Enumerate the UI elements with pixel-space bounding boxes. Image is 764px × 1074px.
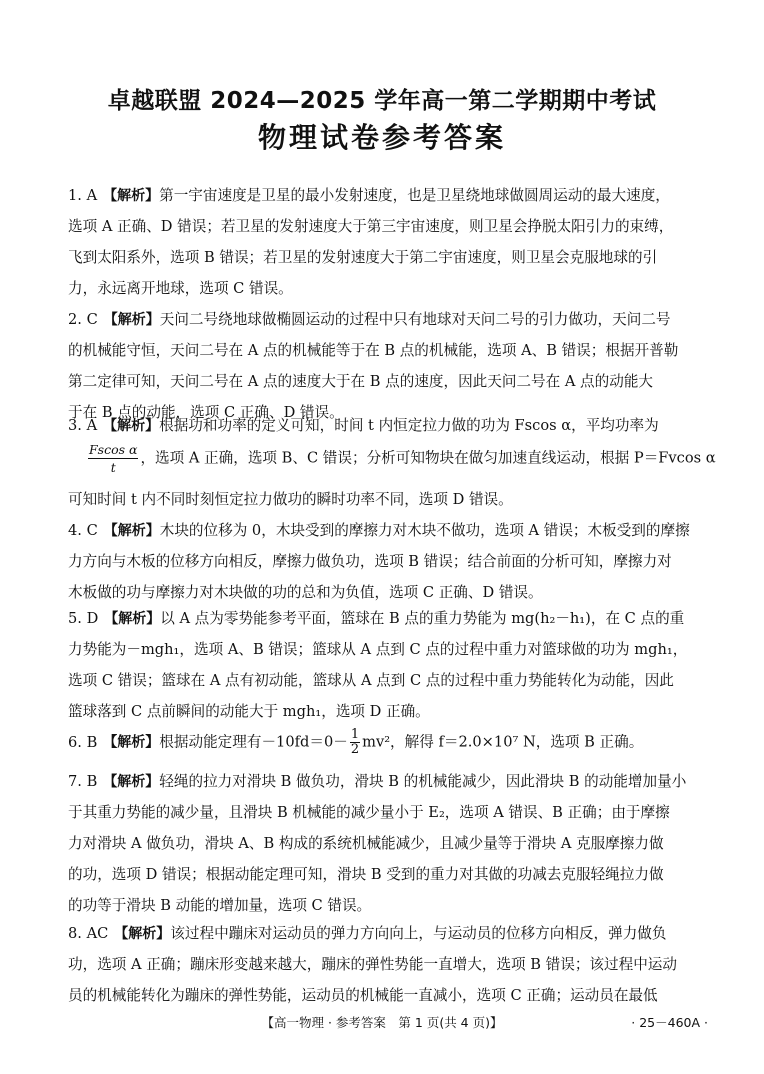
answer-choice: 2. C <box>68 311 98 328</box>
answer-item-4 <box>68 515 704 608</box>
explanation-line: 的机械能守恒，天问二号在 A 点的机械能等于在 B 点的机械能，选项 A、B 错误；根据开普勒 <box>68 342 679 359</box>
explanation-line: 木块的位移为 0，木块受到的摩擦力对木块不做功，选项 A 错误；木板受到的摩擦 <box>159 522 690 539</box>
answer-choice: 1. A <box>68 187 98 204</box>
fraction: $\frac{\text{Fscos α}}{t}$ <box>89 442 138 475</box>
explanation-line-with-fraction: $\frac{\text{Fscos α}}{t}$ ，选项 A 正确，选项 B、C 错误；分析可知物块在做匀加速直线运动，根据 P＝Fvcos α <box>89 442 716 475</box>
explanation-line: 力对滑块 A 做负功，滑块 A、B 构成的系统机械能减少，且减少量等于滑块 A 克服摩擦力做 <box>68 835 664 852</box>
answer-choice: 3. A <box>68 417 98 434</box>
explanation-line: 于其重力势能的减少量，且滑块 B 机械能的减少量小于 E₂，选项 A 错误、B 正确；由于摩擦 <box>68 804 670 821</box>
explanation-line: 天问二号绕地球做椭圆运动的过程中只有地球对天问二号的引力做功，天问二号 <box>159 311 671 328</box>
analysis-tag: 【解析】 <box>103 418 160 434</box>
answer-choice: 7. B <box>68 773 98 790</box>
answer-choice: 5. D <box>68 610 99 627</box>
answer-item-7 <box>68 766 704 921</box>
fraction: $\frac{1}{2}$ <box>350 727 360 757</box>
analysis-tag: 【解析】 <box>104 611 161 627</box>
analysis-tag: 【解析】 <box>103 774 160 790</box>
explanation-line: 该过程中蹦床对运动员的弹力方向向上，与运动员的位移方向相反，弹力做负 <box>170 925 667 942</box>
explanation-line: 功，选项 A 正确；蹦床形变越来越大，蹦床的弹性势能一直增大，选项 B 错误；该过程中运动 <box>68 956 677 973</box>
answer-key-title: 物理试卷参考答案 <box>257 121 506 154</box>
explanation-line: 篮球落到 C 点前瞬间的动能大于 mgh₁，选项 D 正确。 <box>68 703 430 720</box>
answer-item-6: 6. B 【解析】根据动能定理有－10fd＝0－ $\frac{1}{2}$ mv²，解得 f＝2.0×10⁷ N，选项 B 正确。 <box>68 727 644 757</box>
answer-item-5 <box>68 603 704 727</box>
explanation-line: 木板做的功与摩擦力对木块做的功的总和为负值，选项 C 正确、D 错误。 <box>68 584 543 601</box>
explanation-line: 根据功和功率的定义可知，时间 t 内恒定拉力做的功为 Fscos α，平均功率为 <box>159 417 659 434</box>
explanation-line: 力，永远离开地球，选项 C 错误。 <box>68 280 293 297</box>
explanation-line: 第二定律可知，天问二号在 A 点的速度大于在 B 点的速度，因此天问二号在 A 点的动能大 <box>68 373 654 390</box>
analysis-tag: 【解析】 <box>103 734 160 751</box>
explanation-line: 以 A 点为零势能参考平面，篮球在 B 点的重力势能为 mg(h₂－h₁)，在 C 点的重 <box>160 610 685 627</box>
explanation-line: 力方向与木板的位移方向相反，摩擦力做负功，选项 B 错误；结合前面的分析可知，摩擦力对 <box>68 553 672 570</box>
explanation-line: 于在 B 点的动能，选项 C 正确、D 错误。 <box>68 404 344 421</box>
analysis-tag: 【解析】 <box>114 926 171 942</box>
footer-page-info: 【高一物理 · 参考答案 第 1 页(共 4 页)】 <box>261 1015 503 1030</box>
explanation-line: 力势能为－mgh₁，选项 A、B 错误；篮球从 A 点到 C 点的过程中重力对篮球做的功为 mgh₁， <box>68 641 688 658</box>
explanation-line: 可知时间 t 内不同时刻恒定拉力做功的瞬时功率不同，选项 D 错误。 <box>68 491 513 508</box>
explanation-line: 的功，选项 D 错误；根据动能定理可知，滑块 B 受到的重力对其做的功减去克服轻绳拉力做 <box>68 866 664 883</box>
answer-item-3 <box>68 410 704 441</box>
analysis-tag: 【解析】 <box>103 312 160 328</box>
answer-item-1 <box>68 180 704 304</box>
exam-title: 卓越联盟 2024—2025 学年高一第二学期期中考试 <box>107 88 657 114</box>
explanation-line: 选项 C 错误；篮球在 A 点有初动能，篮球从 A 点到 C 点的过程中重力势能转化为动能，因此 <box>68 672 674 689</box>
analysis-tag: 【解析】 <box>103 523 160 539</box>
answer-choice: 8. AC <box>68 925 109 942</box>
explanation-line: 选项 A 正确、D 错误；若卫星的发射速度大于第三宇宙速度，则卫星会挣脱太阳引力的束缚， <box>68 218 674 235</box>
footer-code: · 25－460A · <box>631 1015 708 1030</box>
answer-item-8 <box>68 918 704 1011</box>
explanation-line: 飞到太阳系外，选项 B 错误；若卫星的发射速度大于第二宇宙速度，则卫星会克服地球的引 <box>68 249 658 266</box>
answer-choice: 6. B <box>68 733 98 751</box>
analysis-tag: 【解析】 <box>103 188 160 204</box>
explanation-line: 的功等于滑块 B 动能的增加量，选项 C 错误。 <box>68 897 372 914</box>
answer-item-3-cont <box>68 484 704 515</box>
explanation-line: 轻绳的拉力对滑块 B 做负功，滑块 B 的机械能减少，因此滑块 B 的动能增加量小 <box>159 773 687 790</box>
explanation-line: 员的机械能转化为蹦床的弹性势能，运动员的机械能一直减小，选项 C 正确；运动员在最低 <box>68 987 658 1004</box>
explanation-line: 第一宇宙速度是卫星的最小发射速度，也是卫星绕地球做圆周运动的最大速度， <box>159 187 670 204</box>
answer-choice: 4. C <box>68 522 98 539</box>
